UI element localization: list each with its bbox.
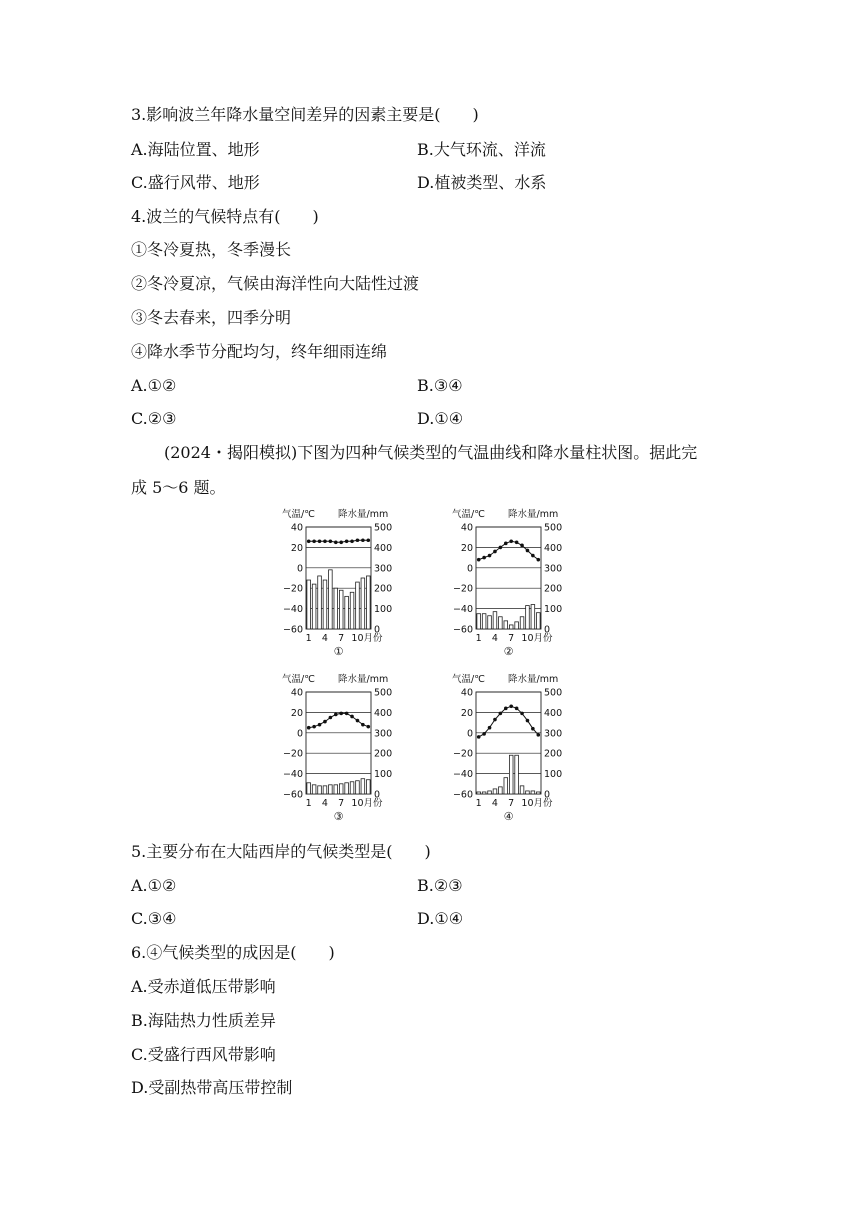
q3-option-c: C.盛行风带、地形 [131,173,260,192]
temperature-curve [309,713,369,727]
precip-bar [499,787,503,794]
chart-caption: ① [333,645,344,658]
q6-option-a: A.受赤道低压带影响 [131,977,276,996]
precip-tick-label: 400 [374,542,393,554]
month-tick-label: 1 [475,798,482,809]
precip-bar [482,792,486,794]
temp-axis-title: 气温/℃ [452,509,485,520]
temperature-point [334,541,338,545]
temperature-point [356,538,360,542]
precip-tick-label: 500 [544,522,563,534]
month-axis-label: 月份 [533,798,553,809]
temperature-point [323,720,327,724]
q3-option-a: A.海陆位置、地形 [131,140,260,159]
temp-tick-label: 0 [296,728,303,740]
temperature-point [350,539,354,543]
temperature-point [488,554,492,558]
temperature-point [526,719,530,723]
precip-tick-label: 100 [544,769,563,781]
precip-axis-title: 降水量/mm [338,674,389,685]
month-tick-label: 4 [321,633,328,644]
precip-bar [312,785,316,794]
temp-tick-label: −60 [452,624,473,636]
temperature-point [339,712,343,716]
temperature-point [509,539,513,543]
q5-stem: 5.主要分布在大陆西岸的气候类型是( ) [131,842,431,861]
month-tick-label: 7 [508,798,515,809]
temperature-point [488,726,492,730]
precip-bar [509,625,513,629]
month-tick-label: 7 [338,798,345,809]
temperature-point [477,558,481,562]
temperature-point [531,554,535,558]
temperature-point [536,558,540,562]
month-tick-label: 10 [521,798,534,809]
month-tick-label: 7 [508,633,515,644]
q5-option-b: B.②③ [417,876,463,895]
climate-chart-4 [450,670,620,830]
temperature-point [323,539,327,543]
temperature-point [339,541,343,545]
q6-stem: 6.④气候类型的成因是( ) [131,943,335,962]
temperature-point [504,707,508,711]
precip-bar [488,616,492,629]
temperature-curve [479,541,539,559]
q3-stem: 3.影响波兰年降水量空间差异的因素主要是( ) [131,105,479,124]
month-axis-label: 月份 [363,798,383,809]
precip-tick-label: 500 [374,687,393,699]
precip-bar [366,780,370,794]
precip-bar [329,785,333,794]
chart-caption: ④ [503,810,514,823]
temp-tick-label: −60 [282,789,303,801]
temperature-point [312,539,316,543]
temp-axis-title: 气温/℃ [282,674,315,685]
month-axis-label: 月份 [533,633,553,644]
temperature-point [493,718,497,722]
temperature-point [536,733,540,737]
precip-bar [345,596,349,629]
climate-chart-2 [450,505,620,665]
precip-axis-title: 降水量/mm [508,674,559,685]
precip-bar [323,580,327,629]
temperature-point [515,541,519,545]
temp-tick-label: 40 [290,522,303,534]
precip-bar [361,779,365,794]
precip-bar [536,792,540,794]
intro-line-2: 成 5～6 题。 [131,478,226,497]
temperature-point [307,726,311,730]
precip-bar [493,789,497,794]
month-tick-label: 7 [338,633,345,644]
q4-stem: 4.波兰的气候特点有( ) [131,207,319,226]
temp-tick-label: −20 [282,748,303,760]
month-tick-label: 4 [491,633,498,644]
q6-option-c: C.受盛行西风带影响 [131,1045,276,1064]
temperature-point [520,712,524,716]
temp-tick-label: −20 [282,583,303,595]
precip-bar [307,783,311,794]
precip-tick-label: 0 [544,789,551,801]
precip-bar [477,792,481,794]
q5-option-d: D.①④ [417,909,464,928]
temp-tick-label: 0 [466,563,473,575]
temperature-point [318,723,322,727]
temperature-point [334,713,338,717]
precip-bar [361,578,365,629]
temp-tick-label: 40 [290,687,303,699]
precip-bar [339,590,343,629]
temperature-point [515,707,519,711]
temp-tick-label: −40 [452,769,473,781]
q3-option-b: B.大气环流、洋流 [417,140,546,159]
precip-bar [504,778,508,794]
precip-tick-label: 200 [544,583,563,595]
temperature-curve [309,540,369,542]
temp-tick-label: −20 [452,748,473,760]
temp-tick-label: 0 [466,728,473,740]
precip-bar [488,791,492,794]
temperature-point [482,732,486,736]
precip-bar [526,606,530,629]
chart-caption: ③ [333,810,344,823]
temperature-point [356,719,360,723]
temp-tick-label: 0 [296,563,303,575]
precip-tick-label: 300 [544,563,563,575]
temp-tick-label: 20 [290,542,303,554]
precip-tick-label: 0 [544,624,551,636]
temp-tick-label: −20 [452,583,473,595]
temp-tick-label: −60 [452,789,473,801]
precip-bar [536,613,540,629]
climate-chart-3 [280,670,450,830]
q4-option-a: A.①② [131,376,177,395]
precip-bar [334,588,338,629]
temperature-point [350,715,354,719]
precip-tick-label: 200 [374,583,393,595]
temperature-point [520,544,524,548]
q4-option-b: B.③④ [417,376,463,395]
precip-tick-label: 200 [544,748,563,760]
precip-bar [366,576,370,629]
precip-bar [307,580,311,629]
temperature-point [345,712,349,716]
month-tick-label: 10 [351,798,364,809]
precip-bar [345,783,349,794]
month-tick-label: 1 [305,798,312,809]
precip-bar [515,755,519,794]
month-tick-label: 1 [305,633,312,644]
q4-option-c: C.②③ [131,409,177,428]
temperature-point [307,539,311,543]
precip-tick-label: 200 [374,748,393,760]
precip-bar [339,784,343,794]
month-tick-label: 10 [521,633,534,644]
temperature-point [526,549,530,553]
q4-item-4: ④降水季节分配均匀，终年细雨连绵 [131,342,388,361]
temperature-point [329,539,333,543]
precip-bar [482,614,486,629]
q5-option-a: A.①② [131,876,177,895]
precip-tick-label: 0 [374,624,381,636]
temperature-point [329,716,333,720]
q3-option-d: D.植被类型、水系 [417,173,547,192]
precip-axis-title: 降水量/mm [338,509,389,520]
q4-item-2: ②冬冷夏凉，气候由海洋性向大陆性过渡 [131,274,420,293]
temperature-point [531,727,535,731]
intro-line-1: (2024・揭阳模拟)下图为四种气候类型的气温曲线和降水量柱状图。据此完 [164,443,698,462]
temp-tick-label: −60 [282,624,303,636]
climate-chart-1 [280,505,450,665]
temperature-point [312,725,316,729]
temperature-point [366,538,370,542]
precip-bar [531,605,535,629]
temp-axis-title: 气温/℃ [282,509,315,520]
precip-bar [520,786,524,794]
precip-bar [323,786,327,794]
precip-tick-label: 100 [374,604,393,616]
temp-tick-label: 20 [290,707,303,719]
precip-tick-label: 500 [374,522,393,534]
temperature-point [504,542,508,546]
q4-item-1: ①冬冷夏热，冬季漫长 [131,240,292,259]
temp-tick-label: −40 [282,769,303,781]
precip-bar [329,570,333,629]
precip-tick-label: 300 [544,728,563,740]
precip-bar [526,791,530,794]
precip-axis-title: 降水量/mm [508,509,559,520]
precip-bar [334,785,338,794]
precip-tick-label: 100 [544,604,563,616]
precip-bar [350,782,354,794]
precip-bar [356,582,360,629]
q6-option-b: B.海陆热力性质差异 [131,1011,276,1030]
precip-bar [356,781,360,794]
temp-tick-label: 20 [460,707,473,719]
precip-bar [477,614,481,629]
month-tick-label: 1 [475,633,482,644]
precip-tick-label: 300 [374,728,393,740]
precip-bar [509,755,513,794]
precip-bar [520,617,524,629]
q5-option-c: C.③④ [131,909,177,928]
temperature-point [361,723,365,727]
precip-bar [515,622,519,629]
month-tick-label: 4 [491,798,498,809]
temperature-point [499,546,503,550]
precip-bar [312,584,316,629]
temperature-curve [479,706,539,737]
temperature-point [477,735,481,739]
precip-bar [499,617,503,629]
temperature-point [345,539,349,543]
temp-tick-label: −40 [282,604,303,616]
precip-bar [350,592,354,629]
temperature-point [366,725,370,729]
precip-tick-label: 400 [544,542,563,554]
temperature-point [493,550,497,554]
temperature-point [499,712,503,716]
temp-tick-label: 40 [460,687,473,699]
temp-tick-label: −40 [452,604,473,616]
q4-option-d: D.①④ [417,409,464,428]
temperature-point [361,538,365,542]
temperature-point [482,556,486,560]
month-axis-label: 月份 [363,633,383,644]
precip-tick-label: 100 [374,769,393,781]
precip-bar [318,576,322,629]
precip-bar [531,791,535,794]
precip-tick-label: 0 [374,789,381,801]
q6-option-d: D.受副热带高压带控制 [131,1078,293,1097]
temp-axis-title: 气温/℃ [452,674,485,685]
precip-bar [504,621,508,629]
month-tick-label: 10 [351,633,364,644]
temp-tick-label: 40 [460,522,473,534]
temperature-point [509,704,513,708]
month-tick-label: 4 [321,798,328,809]
precip-tick-label: 400 [374,707,393,719]
precip-tick-label: 400 [544,707,563,719]
chart-caption: ② [503,645,514,658]
precip-bar [318,786,322,794]
precip-bar [493,612,497,629]
precip-tick-label: 500 [544,687,563,699]
precip-tick-label: 300 [374,563,393,575]
temperature-point [318,539,322,543]
q4-item-3: ③冬去春来，四季分明 [131,308,292,327]
temp-tick-label: 20 [460,542,473,554]
